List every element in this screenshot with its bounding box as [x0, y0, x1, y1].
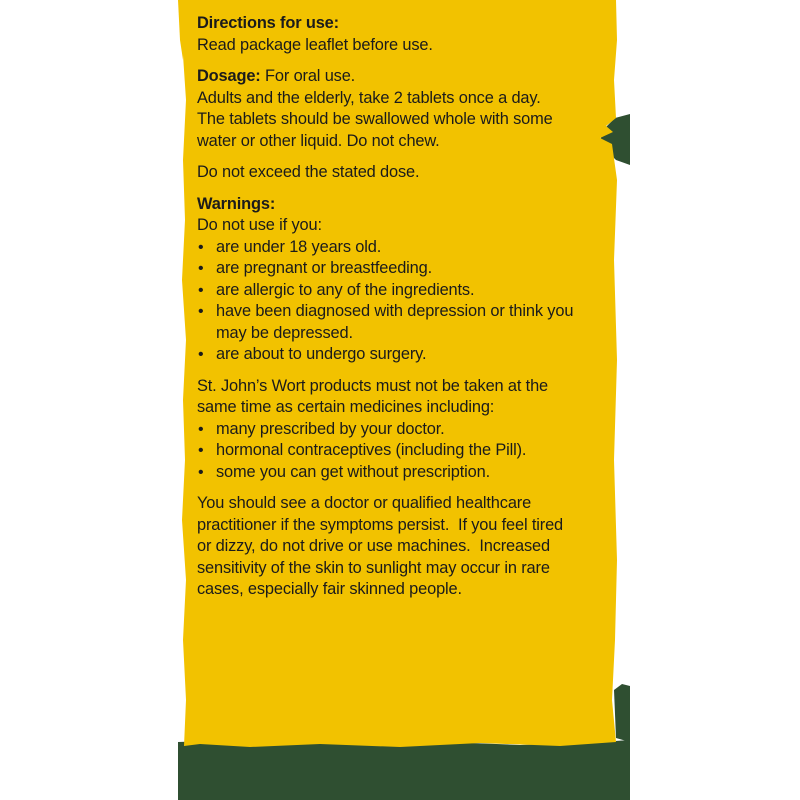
warnings-intro: Do not use if you:	[197, 216, 322, 234]
bullet-icon: •	[198, 346, 204, 363]
dosage-intro: For oral use.	[265, 67, 356, 85]
advice-line-5: cases, especially fair skinned people.	[197, 580, 462, 598]
bullet-icon: •	[198, 260, 204, 277]
directions-section	[197, 13, 592, 56]
directions-text: Read package leaflet before use.	[197, 35, 433, 54]
list-item	[197, 419, 592, 441]
green-bottom-stripe	[178, 740, 630, 800]
dosage-line-3: water or other liquid. Do not chew.	[197, 131, 440, 150]
leaflet-text	[197, 13, 592, 611]
list-item-text: are allergic to any of the ingredients.	[216, 280, 475, 299]
list-item	[197, 462, 592, 484]
green-right-stroke-lower	[614, 684, 630, 742]
list-item	[197, 237, 592, 259]
advice-line-1: You should see a doctor or qualified healthcare	[197, 494, 532, 512]
dosage-heading: Dosage:	[197, 67, 261, 85]
dosage-line-2: The tablets should be swallowed whole with some	[197, 110, 553, 128]
list-item-text: are under 18 years old.	[216, 237, 382, 256]
advice-line-4: sensitivity of the skin to sunlight may occur in rare	[197, 558, 550, 577]
list-item-text: hormonal contraceptives (including the Pill).	[216, 441, 527, 459]
list-item-text: are about to undergo surgery.	[216, 345, 427, 363]
list-item-text-continued: may be depressed.	[216, 323, 353, 342]
bullet-icon: •	[198, 442, 204, 459]
bullet-icon: •	[198, 463, 204, 481]
advice-line-2: practitioner if the symptoms persist. If you feel tired	[197, 515, 563, 534]
list-item	[197, 258, 592, 280]
interactions-line-1: St. John’s Wort products must not be taken at the	[197, 376, 549, 395]
interactions-line-2: same time as certain medicines including:	[197, 398, 495, 416]
list-item-text: have been diagnosed with depression or think you	[216, 302, 574, 320]
advice-line-3: or dizzy, do not drive or use machines. Increased	[197, 537, 550, 555]
directions-heading: Directions for use:	[197, 14, 339, 32]
list-item	[197, 440, 592, 462]
warnings-section	[197, 194, 592, 366]
dosage-intro-line	[197, 66, 592, 88]
interactions-list	[197, 419, 592, 484]
interactions-section	[197, 376, 592, 484]
warnings-list	[197, 237, 592, 366]
dosage-section	[197, 66, 592, 152]
list-item	[197, 344, 592, 366]
bullet-icon: •	[198, 420, 204, 438]
list-item	[197, 280, 592, 302]
dosage-line-1: Adults and the elderly, take 2 tablets once a day.	[197, 88, 541, 107]
bullet-icon: •	[198, 281, 204, 299]
advice-section	[197, 493, 592, 601]
bullet-icon: •	[198, 303, 204, 320]
warnings-heading: Warnings:	[197, 194, 276, 213]
list-item-text: are pregnant or breastfeeding.	[216, 259, 433, 277]
dose-limit: Do not exceed the stated dose.	[197, 163, 420, 181]
list-item-text: some you can get without prescription.	[216, 462, 490, 481]
list-item-text: many prescribed by your doctor.	[216, 419, 445, 438]
list-item	[197, 301, 592, 344]
bullet-icon: •	[198, 238, 204, 256]
dose-limit-section	[197, 162, 592, 184]
